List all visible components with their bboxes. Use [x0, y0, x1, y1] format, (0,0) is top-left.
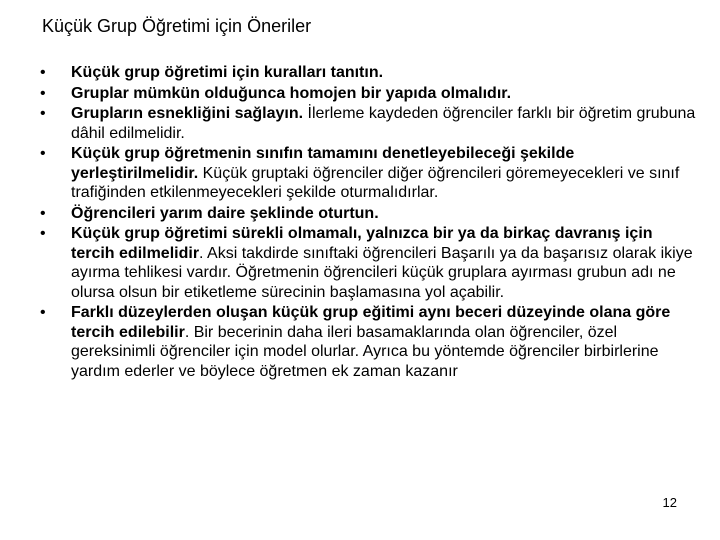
- bullet-list: [40, 63, 700, 382]
- bullet-2-bold: Gruplar mümkün olduğunca homojen bir yapıda olmalıdır.: [71, 84, 512, 102]
- bullet-7-text: . Bir becerinin daha ileri basamaklarında olan öğrenciler, özel gereksinimli öğrenciler için model olurlar. Ayrıca bu yöntemde öğrenciler birbirlerine yardım ederler ve böylece öğretmen ek zaman kazanır: [71, 323, 659, 380]
- bullet-5-bold: Öğrencileri yarım daire şeklinde oturtun.: [71, 204, 379, 222]
- bullet-6-bold: Küçük grup öğretimi sürekli olmamalı, yalnızca bir ya da birkaç davranış için tercih edilmelidir: [71, 225, 653, 262]
- slide-title: Küçük Grup Öğretimi için Öneriler: [42, 16, 312, 36]
- bullet-item-7: [40, 303, 700, 381]
- bullet-marker-icon: •: [40, 64, 46, 81]
- bullet-item-6: [40, 224, 700, 302]
- bullet-marker-icon: •: [40, 105, 46, 122]
- bullet-marker-icon: •: [40, 145, 46, 162]
- page-number: 12: [662, 495, 677, 510]
- bullet-4-text: Küçük gruptaki öğrenciler diğer öğrencileri göremeyecekleri ve sınıf trafiğinden etkilenmeyecekleri şekilde oturmalıdırlar.: [71, 164, 680, 201]
- bullet-item-5: [40, 204, 700, 224]
- bullet-item-3: [40, 104, 700, 143]
- bullet-3-bold: Grupların esnekliğini sağlayın.: [71, 105, 304, 122]
- bullet-7-bold: Farklı düzeylerden oluşan küçük grup eğitimi aynı beceri düzeyinde olana göre tercih edilebilir: [71, 304, 671, 341]
- bullet-marker-icon: •: [40, 84, 46, 102]
- bullet-marker-icon: •: [40, 225, 46, 242]
- bullet-1-bold: Küçük grup öğretimi için kuralları tanıtın.: [71, 64, 384, 81]
- bullet-marker-icon: •: [40, 304, 46, 321]
- bullet-item-1: [40, 63, 700, 83]
- bullet-3-text: İlerleme kaydeden öğrenciler farklı bir öğretim grubuna dâhil edilmelidir.: [71, 105, 696, 142]
- bullet-marker-icon: •: [40, 204, 46, 222]
- bullet-4-bold: Küçük grup öğretmenin sınıfın tamamını denetleyebileceği şekilde yerleştirilmelidir.: [71, 145, 575, 182]
- bullet-item-2: [40, 84, 700, 104]
- bullet-item-4: [40, 144, 700, 203]
- bullet-6-text: . Aksi takdirde sınıftaki öğrencileri Başarılı ya da başarısız olarak ikiye ayırma tehlikesi vardır. Öğretmenin öğrencileri küçük gruplara ayırması grubun adı ne olursa olsun bir etiketleme sürecinin başlamasına yol açabilir.: [71, 244, 693, 301]
